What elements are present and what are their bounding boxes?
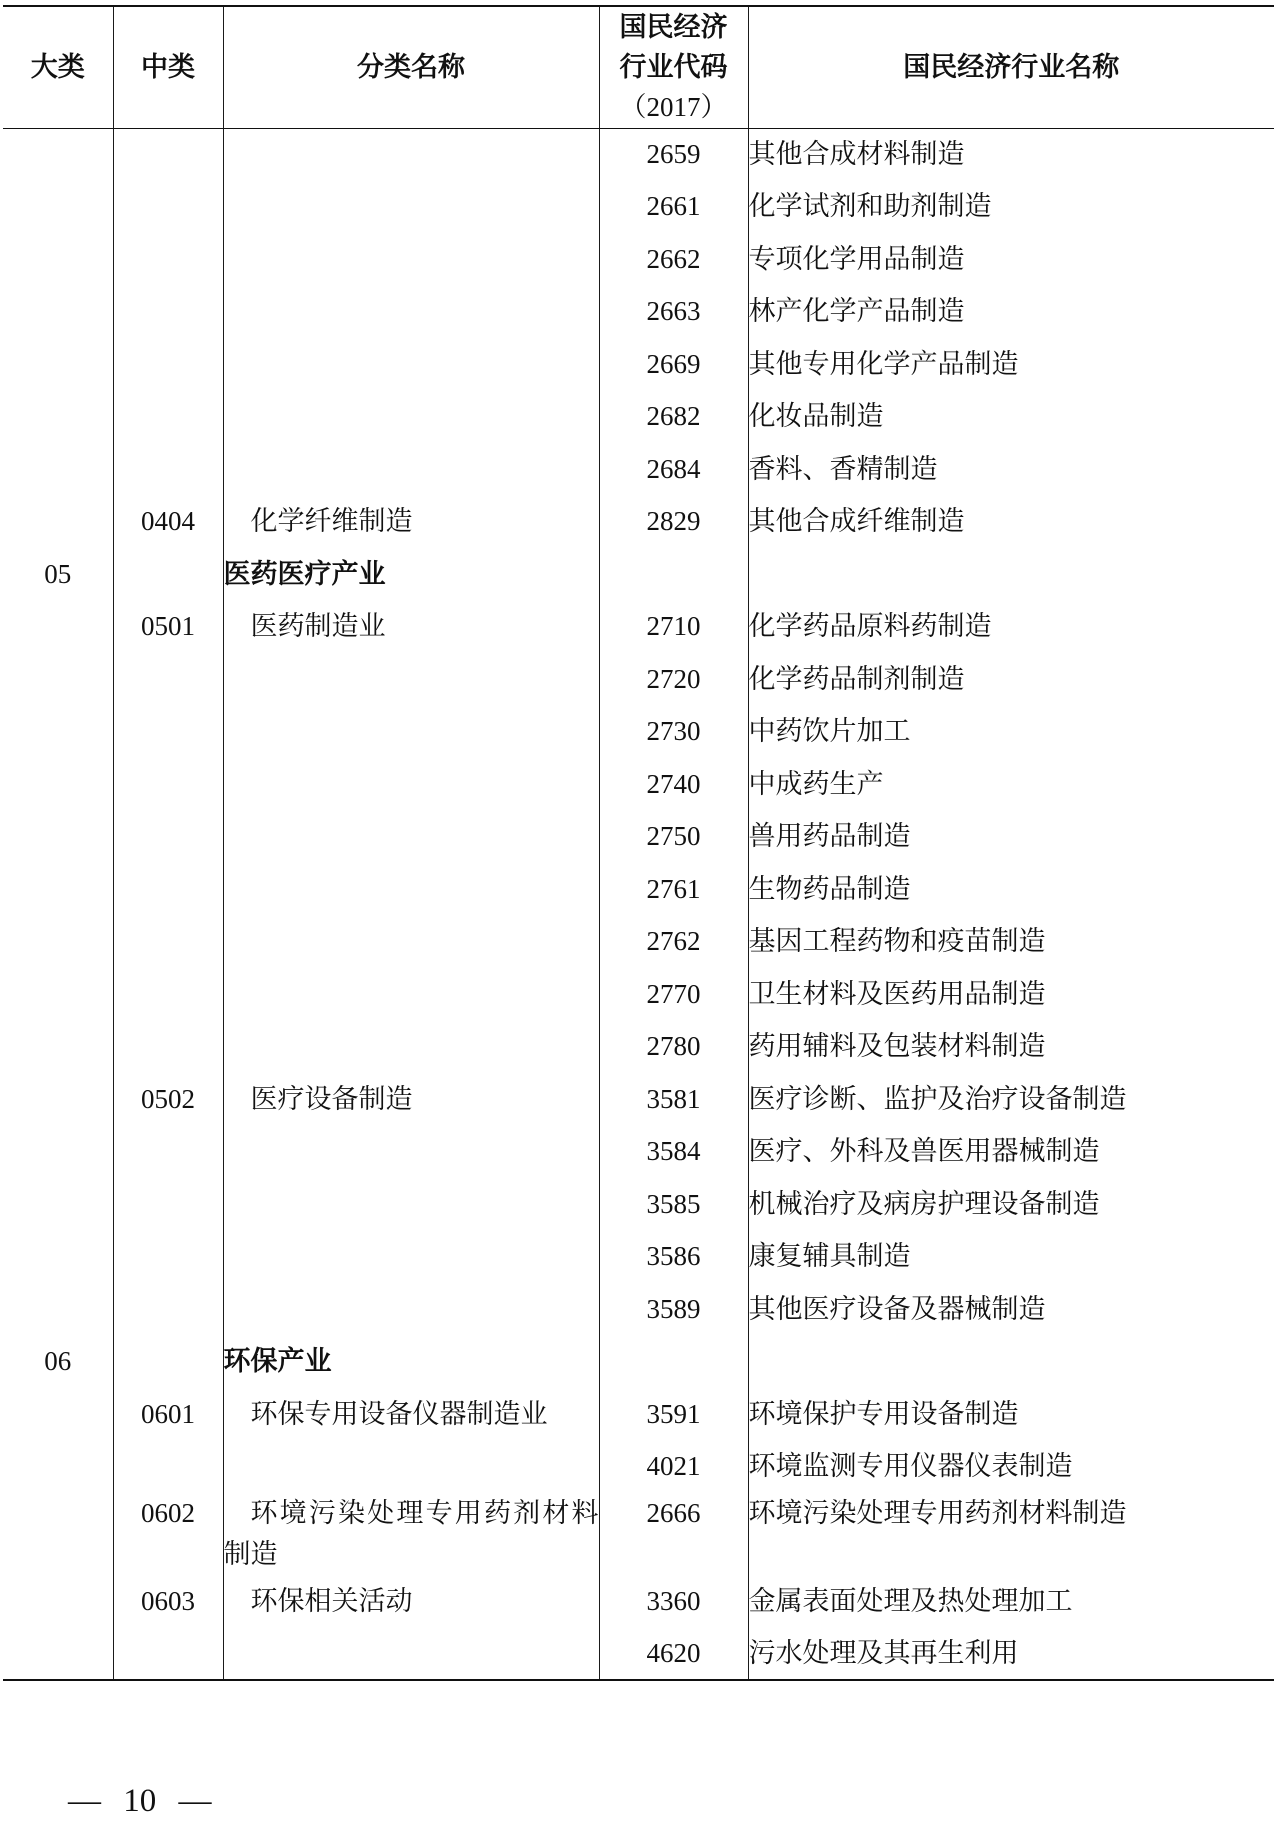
table-row [3,1021,1274,1074]
major-code-cell [3,233,113,286]
category-name-cell [223,338,599,391]
industry-code-cell: 3585 [599,1178,748,1231]
industry-code-cell: 4620 [599,1628,748,1681]
middle-code-cell [113,391,223,444]
header-middle: 中类 [113,6,223,128]
category-name-cell: 环保产业 [223,1336,599,1389]
industry-name-cell: 中药饮片加工 [748,706,1274,759]
middle-code-cell [113,863,223,916]
major-code-cell [3,811,113,864]
header-industry-code [599,6,748,128]
major-code-cell [3,1575,113,1628]
category-name-cell [223,1126,599,1179]
category-name-cell [223,968,599,1021]
industry-name-cell: 卫生材料及医药用品制造 [748,968,1274,1021]
table-row [3,1441,1274,1494]
category-name-cell: 环保专用设备仪器制造业 [223,1388,599,1441]
category-name-cell [223,811,599,864]
table-row [3,916,1274,969]
table-row [3,1628,1274,1681]
category-name-cell [223,128,599,181]
major-code-cell [3,496,113,549]
page-number: — 10 — [68,1783,212,1819]
table-row [3,233,1274,286]
middle-code-cell [113,653,223,706]
middle-code-cell [113,1231,223,1284]
category-name-cell [223,1178,599,1231]
middle-code-cell [113,758,223,811]
middle-code-cell [113,128,223,181]
table-row [3,1126,1274,1179]
table-row [3,496,1274,549]
table-row [3,706,1274,759]
industry-code-cell: 2663 [599,286,748,339]
major-code-cell [3,601,113,654]
major-code-cell [3,653,113,706]
industry-name-cell [748,1336,1274,1389]
industry-code-cell: 2720 [599,653,748,706]
industry-code-cell: 2740 [599,758,748,811]
industry-name-cell: 化妆品制造 [748,391,1274,444]
table-row [3,601,1274,654]
table-row [3,1073,1274,1126]
header-industry-code-line-2: 行业代码 [619,52,728,83]
middle-code-cell [113,1283,223,1336]
industry-name-cell: 化学试剂和助剂制造 [748,181,1274,234]
middle-code-cell: 0502 [113,1073,223,1126]
category-name-cell: 化学纤维制造 [223,496,599,549]
category-name-cell [223,1283,599,1336]
major-code-cell [3,1388,113,1441]
middle-code-cell [113,1628,223,1681]
major-code-cell [3,863,113,916]
middle-code-cell [113,233,223,286]
major-code-cell [3,1178,113,1231]
industry-code-cell: 2666 [599,1493,748,1575]
middle-code-cell: 0404 [113,496,223,549]
industry-name-cell: 生物药品制造 [748,863,1274,916]
header-category-name: 分类名称 [223,6,599,128]
industry-name-cell: 兽用药品制造 [748,811,1274,864]
major-code-cell [3,1441,113,1494]
middle-code-cell [113,181,223,234]
category-name-cell [223,1231,599,1284]
category-name-cell [223,1021,599,1074]
category-name-cell [223,181,599,234]
industry-name-cell: 环境保护专用设备制造 [748,1388,1274,1441]
header-industry-name: 国民经济行业名称 [748,6,1274,128]
industry-name-cell: 机械治疗及病房护理设备制造 [748,1178,1274,1231]
table-row [3,1493,1274,1575]
industry-code-cell: 2750 [599,811,748,864]
major-code-cell [3,758,113,811]
category-name-cell [223,233,599,286]
industry-name-cell: 环境污染处理专用药剂材料制造 [748,1493,1274,1575]
industry-name-cell: 化学药品制剂制造 [748,653,1274,706]
industry-code-cell: 3586 [599,1231,748,1284]
industry-code-cell: 2669 [599,338,748,391]
industry-code-cell: 2659 [599,128,748,181]
middle-code-cell [113,1336,223,1389]
major-code-cell [3,1126,113,1179]
middle-code-cell [113,968,223,1021]
industry-code-cell: 2661 [599,181,748,234]
industry-name-cell: 其他合成材料制造 [748,128,1274,181]
industry-name-cell: 其他医疗设备及器械制造 [748,1283,1274,1336]
major-code-cell [3,286,113,339]
major-code-cell [3,706,113,759]
industry-code-cell: 2762 [599,916,748,969]
header-industry-code-line-1: 国民经济 [619,12,728,43]
table-row [3,1283,1274,1336]
category-name-cell [223,1628,599,1681]
category-name-cell [223,286,599,339]
table-row [3,1575,1274,1628]
major-code-cell [3,916,113,969]
middle-code-cell [113,1178,223,1231]
table-row [3,653,1274,706]
middle-code-cell [113,338,223,391]
table-row [3,391,1274,444]
middle-code-cell [113,1126,223,1179]
major-code-cell [3,338,113,391]
industry-name-cell: 化学药品原料药制造 [748,601,1274,654]
major-code-cell [3,1021,113,1074]
industry-name-cell [748,548,1274,601]
category-name-cell: 环保相关活动 [223,1575,599,1628]
industry-name-cell: 其他合成纤维制造 [748,496,1274,549]
major-code-cell [3,1283,113,1336]
industry-code-cell: 2684 [599,443,748,496]
industry-code-cell: 3591 [599,1388,748,1441]
middle-code-cell: 0603 [113,1575,223,1628]
category-name-cell [223,758,599,811]
category-name-cell [223,863,599,916]
middle-code-cell [113,1021,223,1074]
industry-code-cell: 2662 [599,233,748,286]
industry-code-cell: 4021 [599,1441,748,1494]
industry-name-cell: 医疗、外科及兽医用器械制造 [748,1126,1274,1179]
middle-code-cell [113,286,223,339]
table-row [3,128,1274,181]
industry-code-cell: 3360 [599,1575,748,1628]
category-name-cell [223,653,599,706]
category-name-cell: 医疗设备制造 [223,1073,599,1126]
table-row [3,286,1274,339]
category-name-cell [223,1441,599,1494]
major-code-cell: 06 [3,1336,113,1389]
industry-name-cell: 专项化学用品制造 [748,233,1274,286]
major-code-cell [3,1231,113,1284]
major-code-cell [3,968,113,1021]
category-name-cell: 医药制造业 [223,601,599,654]
category-name-cell: 医药医疗产业 [223,548,599,601]
major-code-cell [3,181,113,234]
industry-name-cell: 康复辅具制造 [748,1231,1274,1284]
table-row-category [3,1336,1274,1389]
industry-name-cell: 药用辅料及包装材料制造 [748,1021,1274,1074]
table-row [3,968,1274,1021]
industry-code-cell: 2780 [599,1021,748,1074]
industry-code-cell [599,548,748,601]
middle-code-cell: 0602 [113,1493,223,1575]
middle-code-cell [113,1441,223,1494]
major-code-cell: 05 [3,548,113,601]
industry-code-cell: 3589 [599,1283,748,1336]
industry-name-cell: 中成药生产 [748,758,1274,811]
middle-code-cell [113,443,223,496]
industry-code-cell: 2710 [599,601,748,654]
table-row [3,811,1274,864]
table-row [3,863,1274,916]
table-row [3,1231,1274,1284]
major-code-cell [3,443,113,496]
category-name-cell [223,916,599,969]
industry-code-cell: 2730 [599,706,748,759]
major-code-cell [3,128,113,181]
major-code-cell [3,391,113,444]
major-code-cell [3,1073,113,1126]
industry-classification-table [3,5,1274,1681]
industry-name-cell: 林产化学产品制造 [748,286,1274,339]
industry-name-cell: 医疗诊断、监护及治疗设备制造 [748,1073,1274,1126]
industry-name-cell: 香料、香精制造 [748,443,1274,496]
industry-name-cell: 基因工程药物和疫苗制造 [748,916,1274,969]
category-name-cell: 环境污染处理专用药剂材料制造 [223,1493,599,1575]
major-code-cell [3,1628,113,1681]
table-row [3,1388,1274,1441]
industry-name-cell: 环境监测专用仪器仪表制造 [748,1441,1274,1494]
industry-name-cell: 污水处理及其再生利用 [748,1628,1274,1681]
table-row [3,181,1274,234]
middle-code-cell: 0501 [113,601,223,654]
industry-code-cell: 2770 [599,968,748,1021]
industry-code-cell: 3581 [599,1073,748,1126]
header-major: 大类 [3,6,113,128]
industry-name-cell: 金属表面处理及热处理加工 [748,1575,1274,1628]
industry-name-cell: 其他专用化学产品制造 [748,338,1274,391]
industry-code-cell: 2829 [599,496,748,549]
middle-code-cell [113,706,223,759]
middle-code-cell: 0601 [113,1388,223,1441]
table-header-row [3,6,1274,128]
industry-code-cell: 3584 [599,1126,748,1179]
industry-code-cell: 2761 [599,863,748,916]
middle-code-cell [113,548,223,601]
table-row [3,758,1274,811]
middle-code-cell [113,916,223,969]
header-industry-code-line-3: （2017） [619,92,728,123]
table-row [3,443,1274,496]
table-row [3,1178,1274,1231]
industry-code-cell: 2682 [599,391,748,444]
table-row [3,338,1274,391]
industry-code-cell [599,1336,748,1389]
category-name-cell [223,443,599,496]
table-row-category [3,548,1274,601]
category-name-cell [223,391,599,444]
category-name-cell [223,706,599,759]
major-code-cell [3,1493,113,1575]
middle-code-cell [113,811,223,864]
